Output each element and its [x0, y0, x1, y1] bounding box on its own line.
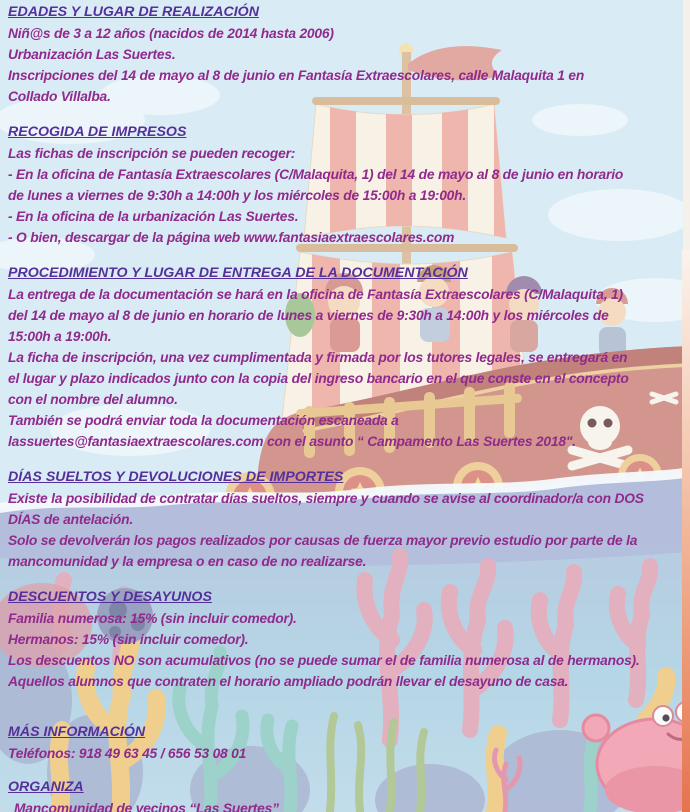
text-line: de lunes a viernes de 9:30h a 14:00h y los miércoles de 15:00h a 19:00h. — [8, 188, 466, 203]
section-heading: RECOGIDA DE IMPRESOS — [8, 124, 187, 140]
text-line: Solo se devolverán los pagos realizados por causas de fuerza mayor previo estudio por parte de la — [8, 533, 638, 548]
text-line: mancomunidad y la empresa o en caso de no realizarse. — [8, 554, 367, 569]
text-line: lassuertes@fantasiaextraescolares.com con el asunto “ Campamento Las Suertes 2018". — [8, 434, 576, 449]
section-heading: ORGANIZA — [8, 779, 84, 795]
section-heading: DÍAS SUELTOS Y DEVOLUCIONES DE IMPORTES — [8, 469, 344, 485]
text-line: el lugar y plazo indicados junto con la copia del ingreso bancario en el que conste en el concepto — [8, 371, 629, 386]
text-line: Hermanos: 15% (sin incluir comedor). — [8, 632, 249, 647]
section-heading: MÁS INFORMACIÓN — [8, 724, 146, 740]
section-descuentos — [8, 587, 690, 692]
text-line: Collado Villalba. — [8, 89, 111, 104]
section-mas-informacion — [8, 722, 690, 764]
text-line: Niñ@s de 3 a 12 años (nacidos de 2014 hasta 2006) — [8, 26, 334, 41]
text-line: Aquellos alumnos que contraten el horario ampliado podrán llevar el desayuno de casa. — [8, 674, 569, 689]
section-edades — [8, 2, 690, 107]
organizer-name: Mancomunidad de vecinos “Las Suertes” — [14, 801, 279, 812]
section-procedimiento — [8, 263, 690, 452]
section-heading: PROCEDIMIENTO Y LUGAR DE ENTREGA DE LA DOCUMENTACIÓN — [8, 265, 468, 281]
section-dias-sueltos — [8, 467, 690, 572]
text-line: Inscripciones del 14 de mayo al 8 de junio en Fantasía Extraescolares, calle Malaquita 1 en — [8, 68, 585, 83]
text-line: La ficha de inscripción, una vez cumplimentada y firmada por los tutores legales, se entregará en — [8, 350, 628, 365]
text-line: - En la oficina de la urbanización Las Suertes. — [8, 209, 299, 224]
text-line: con el nombre del alumno. — [8, 392, 178, 407]
text-line: - O bien, descargar de la página web www.fantasiaextraescolares.com — [8, 230, 455, 245]
text-line: Familia numerosa: 15% (sin incluir comedor). — [8, 611, 297, 626]
text-line: Los descuentos NO son acumulativos (no se puede sumar el de familia numerosa al de hermanos). — [8, 653, 640, 668]
text-line: Las fichas de inscripción se pueden recoger: — [8, 146, 296, 161]
section-recogida — [8, 122, 690, 248]
text-line: del 14 de mayo al 8 de junio en horario de lunes a viernes de 9:30h a 14:00h y los miércoles de — [8, 308, 609, 323]
text-line: DÍAS de antelación. — [8, 512, 134, 527]
text-line: También se podrá enviar toda la documentación escaneada a — [8, 413, 399, 428]
section-heading: DESCUENTOS Y DESAYUNOS — [8, 589, 212, 605]
text-line: Urbanización Las Suertes. — [8, 47, 176, 62]
phone-numbers: Teléfonos: 918 49 63 45 / 656 53 08 01 — [8, 746, 247, 761]
text-line: 15:00h a 19:00h. — [8, 329, 112, 344]
text-line: La entrega de la documentación se hará en la oficina de Fantasía Extraescolares (C/Malaquita, 1) — [8, 287, 623, 302]
section-heading: EDADES Y LUGAR DE REALIZACIÓN — [8, 4, 259, 20]
section-organiza — [8, 777, 690, 812]
text-line: Existe la posibilidad de contratar días sueltos, siempre y cuando se avise al coordinador/a con DOS — [8, 491, 644, 506]
text-line: - En la oficina de Fantasía Extraescolares (C/Malaquita, 1) del 14 de mayo al 8 de junio en horario — [8, 167, 624, 182]
